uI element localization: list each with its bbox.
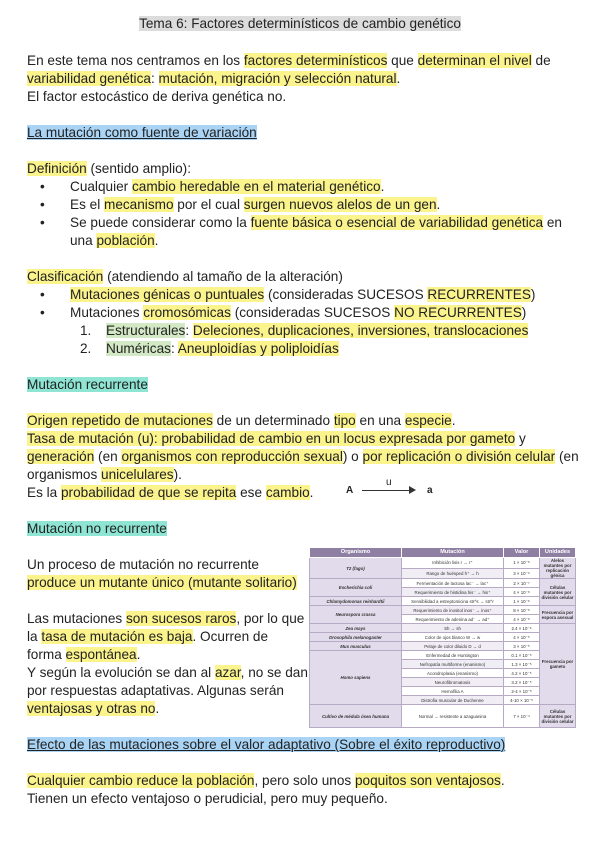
table-cell-organism: Neurospora crassa: [310, 606, 402, 624]
table-cell-value: 2-4 × 10⁻⁵: [504, 687, 540, 696]
sublist-item-numericas: Numéricas: Aneuploidías y poliploidías: [106, 341, 339, 356]
sublist-item-estructurales: Estructurales: Deleciones, duplicaciones, inversiones, translocaciones: [106, 323, 529, 338]
table-cell-units: Células mutantes por división celular: [540, 705, 576, 728]
table-cell-units: Frecuencia por espora asexual: [540, 606, 576, 624]
recurrente-line-3: generación (en organismos con reproducción sexual) o por replicación o división celular (en: [27, 449, 579, 464]
table-header: Mutación: [402, 548, 504, 558]
table-cell-mutation: Neurofibromatosis: [402, 678, 504, 687]
no-recurrente-line-5: forma espontánea.: [27, 647, 141, 662]
no-recurrente-line-1: Un proceso de mutación no recurrente: [27, 557, 259, 572]
table-cell-value: 4 × 10⁻⁸: [504, 615, 540, 624]
table-cell-mutation: Distrofia muscular de Duchenne: [402, 696, 504, 705]
bullet-icon: •: [40, 197, 45, 212]
table-cell-value: 4 × 10⁻⁵: [504, 633, 540, 642]
section-heading-mutacion: La mutación como fuente de variación: [27, 125, 257, 140]
efecto-line-1: Cualquier cambio reduce la población, pero solo unos poquitos son ventajosos.: [27, 773, 505, 788]
table-row: [310, 642, 576, 651]
no-recurrente-line-4: la tasa de mutación es baja. Ocurren de: [27, 629, 269, 644]
table-cell-value: 3 × 10⁻⁹: [504, 568, 540, 579]
definicion-item-1: Cualquier cambio heredable en el material genético.: [70, 179, 385, 194]
bullet-icon: •: [40, 287, 45, 302]
section-heading-recurrente: Mutación recurrente: [27, 377, 148, 392]
table-cell-mutation: Sh → sh: [402, 624, 504, 633]
table-cell-mutation: Hemofilia A: [402, 687, 504, 696]
table-row: [310, 705, 576, 728]
table-row: [310, 579, 576, 588]
table-cell-organism: Cultivo de médula ósea humana: [310, 705, 402, 728]
table-cell-mutation: Requerimiento de inositol inos⁻ → inos⁺: [402, 606, 504, 615]
table-cell-value: 0.1 × 10⁻⁵: [504, 651, 540, 660]
mutation-rate-table: [309, 547, 576, 728]
table-row: [310, 597, 576, 606]
table-cell-organism: Mus musculus: [310, 642, 402, 651]
mutation-rate-label: u: [386, 477, 392, 488]
table-header: Unidades: [540, 548, 576, 558]
table-cell-organism: T2 (fago): [310, 558, 402, 579]
table-cell-value: 1 × 10⁻⁸: [504, 558, 540, 569]
table-cell-mutation: Pelaje de color diluido D → d: [402, 642, 504, 651]
table-cell-value: 1 × 10⁻⁶: [504, 597, 540, 606]
definicion-label: Definición (sentido amplio):: [27, 161, 191, 176]
section-heading-efecto: Efecto de las mutaciones sobre el valor adaptativo (Sobre el éxito reproductivo): [27, 737, 506, 752]
table-cell-value: 8 × 10⁻⁸: [504, 606, 540, 615]
efecto-line-2: Tienen un efecto ventajoso o perudicial, pero muy pequeño.: [27, 791, 388, 806]
table-cell-units: Células mutantes por división celular: [540, 579, 576, 606]
table-row: [310, 633, 576, 642]
table-cell-mutation: Acondroplasia (enanismo): [402, 669, 504, 678]
table-header: Organismo: [310, 548, 402, 558]
intro-line-2: variabilidad genética: mutación, migración y selección natural.: [27, 71, 401, 86]
page-title: Tema 6: Factores determinísticos de cambio genético: [139, 16, 461, 31]
table-cell-mutation: Requerimiento de histidina his⁻ → his⁺: [402, 588, 504, 597]
table-cell-value: 4 × 10⁻⁸: [504, 588, 540, 597]
clasificacion-label: Clasificación (atendiendo al tamaño de la alteración): [27, 269, 343, 284]
table-cell-value: 3 × 10⁻⁵: [504, 642, 540, 651]
no-recurrente-line-2: produce un mutante único (mutante solitario): [27, 575, 297, 590]
table-row: [310, 606, 576, 615]
table-cell-organism: Homo sapiens: [310, 651, 402, 705]
sublist-number: 1.: [80, 323, 92, 338]
table-cell-value: 7 × 10⁻⁴: [504, 705, 540, 728]
table-cell-value: 3.2 × 10⁻⁵: [504, 678, 540, 687]
table-cell-mutation: Fermentación de lactosa lac⁻ → lac⁺: [402, 579, 504, 588]
allele-a-upper: A: [346, 485, 354, 496]
intro-line-3: El factor estocástico de deriva genética no.: [27, 89, 287, 104]
table-cell-mutation: Rango de huésped h⁺ → h: [402, 568, 504, 579]
table-cell-value: 2 × 10⁻⁷: [504, 579, 540, 588]
definicion-item-3-cont: una población.: [70, 233, 159, 248]
table-cell-mutation: Color de ojos blanco W → w: [402, 633, 504, 642]
table-cell-value: 1.3 × 10⁻⁵: [504, 660, 540, 669]
recurrente-line-1: Origen repetido de mutaciones de un determinado tipo en una especie.: [27, 413, 456, 428]
no-recurrente-line-7: por respuestas adaptativas. Algunas serán: [27, 683, 284, 698]
table-header-row: [310, 548, 576, 558]
recurrente-line-2: Tasa de mutación (u): probabilidad de cambio en un locus expresada por gameto y: [27, 431, 526, 446]
no-recurrente-line-6: Y según la evolución se dan al azar, no se dan: [27, 665, 308, 680]
no-recurrente-line-8: ventajosas y otras no.: [27, 701, 160, 716]
table-cell-mutation: Nefropatía multiforme (enanismo): [402, 660, 504, 669]
table-cell-mutation: Sensibilidad a estreptomicina str^s → str^r: [402, 597, 504, 606]
table-cell-units: Alelos mutantes por replicación génica: [540, 558, 576, 579]
table-cell-value: 4.2 × 10⁻⁵: [504, 669, 540, 678]
table-header: Valor: [504, 548, 540, 558]
intro-line-1: En este tema nos centramos en los factores determinísticos que determinan el nivel de: [27, 53, 551, 68]
table-cell-units: Frecuencia por gameto: [540, 624, 576, 705]
table-row: [310, 558, 576, 569]
section-heading-no-recurrente: Mutación no recurrente: [27, 521, 167, 536]
table-cell-mutation: Inhibición lisis r → r⁺: [402, 558, 504, 569]
sublist-number: 2.: [80, 341, 92, 356]
definicion-item-2: Es el mecanismo por el cual surgen nuevos alelos de un gen.: [70, 197, 441, 212]
table-row: [310, 651, 576, 660]
table-cell-value: 2.4 × 10⁻⁶: [504, 624, 540, 633]
table-cell-value: 4-10 × 10⁻⁵: [504, 696, 540, 705]
table-cell-organism: Drosophila melanogaster: [310, 633, 402, 642]
clasificacion-item-2: Mutaciones cromosómicas (consideradas SUCESOS NO RECURRENTES): [70, 305, 527, 320]
bullet-icon: •: [40, 179, 45, 194]
recurrente-line-5: Es la probabilidad de que se repita ese cambio.: [27, 485, 314, 500]
table-cell-organism: Chlamydomonas reinhardtii: [310, 597, 402, 606]
bullet-icon: •: [40, 305, 45, 320]
allele-a-lower: a: [427, 485, 433, 496]
table-cell-mutation: Requerimiento de adenina ad⁻ → ad⁺: [402, 615, 504, 624]
table-cell-organism: Zea mays: [310, 624, 402, 633]
recurrente-line-4: organismos unicelulares).: [27, 467, 182, 482]
table-cell-mutation: Normal → resistente a azaguanina: [402, 705, 504, 728]
table-cell-organism: Escherichia coli: [310, 579, 402, 597]
definicion-item-3: Se puede considerar como la fuente básica o esencial de variabilidad genética en: [70, 215, 562, 230]
clasificacion-item-1: Mutaciones génicas o puntuales (consideradas SUCESOS RECURRENTES): [70, 287, 536, 302]
no-recurrente-line-3: Las mutaciones son sucesos raros, por lo que: [27, 611, 305, 626]
table-cell-mutation: Enfermedad de Huntington: [402, 651, 504, 660]
bullet-icon: •: [40, 215, 45, 230]
arrow-head-icon: [409, 486, 416, 494]
table-row: [310, 624, 576, 633]
